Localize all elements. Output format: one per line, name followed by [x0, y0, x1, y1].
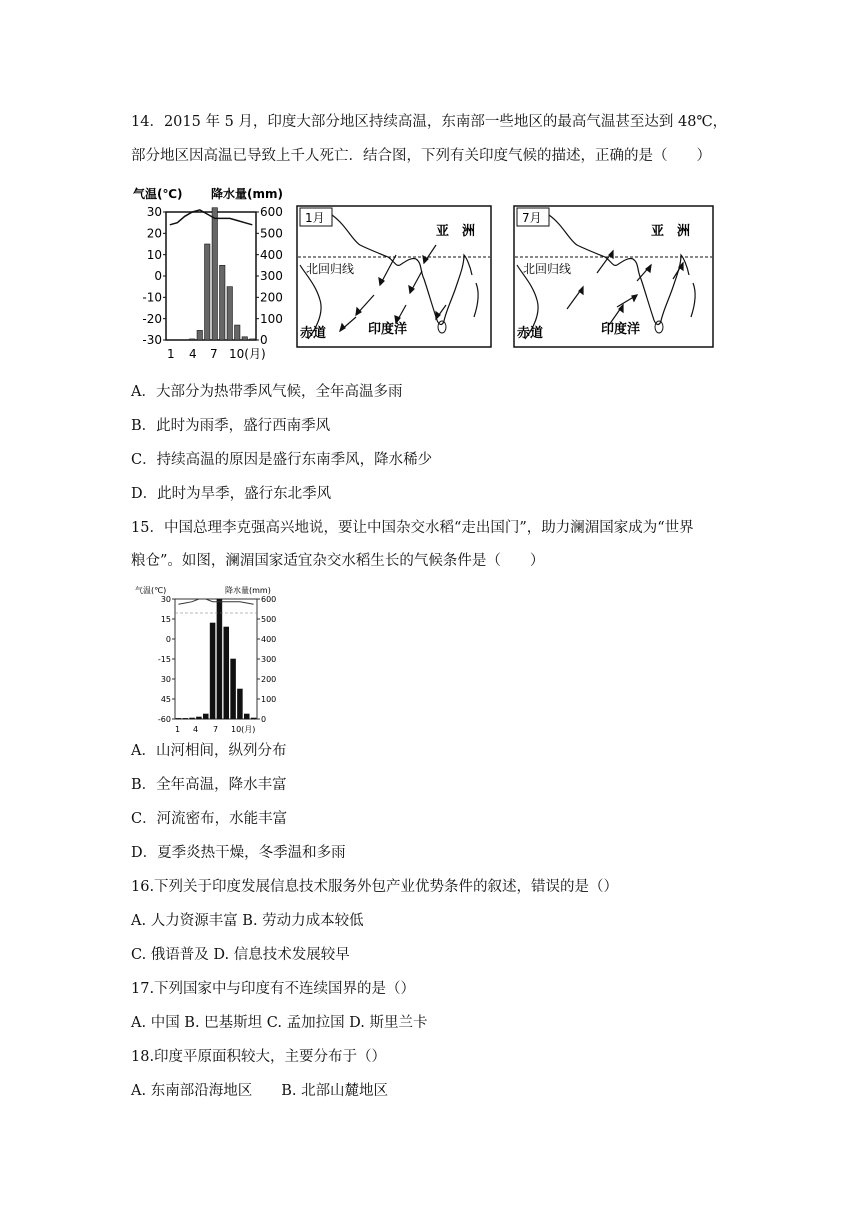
precip-bar-month-9	[227, 287, 232, 340]
temp-tick-label: -10	[142, 290, 162, 305]
precip-tick-label: 400	[261, 634, 277, 644]
chart1-x-tick-10: 10(月)	[229, 347, 266, 361]
map-jul-ocean: 印度洋	[601, 322, 641, 337]
precip-tick-label: 600	[260, 205, 283, 220]
precip-tick-label: 200	[261, 674, 277, 684]
map-jan-asia: 亚 洲	[436, 224, 476, 239]
chart1-x-tick-4: 4	[189, 347, 197, 361]
temp-tick-label: -20	[142, 311, 162, 326]
chart1-frame	[166, 212, 256, 340]
chart1-precip-label: 降水量(mm)	[211, 187, 283, 201]
q17-options-line1: A. 中国 B. 巴基斯坦 C. 孟加拉国 D. 斯里兰卡	[131, 1015, 428, 1031]
q18-stem: 18.印度平原面积较大，主要分布于（）	[131, 1049, 387, 1065]
q14-option-c: C．持续高温的原因是盛行东南季风，降水稀少	[131, 452, 433, 468]
precip-bar-month-8	[224, 627, 229, 719]
precip-tick-label: 400	[260, 247, 283, 262]
q15-stem-line1: 15．中国总理李克强高兴地说，要让中国杂交水稻“走出国门”，助力澜湄国家成为“世界	[131, 520, 694, 536]
q18-options-line1: A. 东南部沿海地区 B. 北部山麓地区	[131, 1083, 389, 1099]
precip-bar-month-11	[242, 337, 247, 340]
precip-bar-month-4	[196, 717, 201, 719]
q15-option-d: D．夏季炎热干燥，冬季温和多雨	[131, 845, 346, 861]
precip-tick-label: 100	[261, 694, 277, 704]
q14-option-d: D．此时为旱季，盛行东北季风	[131, 486, 332, 502]
precip-tick-label: 0	[261, 714, 267, 724]
chart1-x-tick-7: 7	[210, 347, 218, 361]
precip-bar-month-9	[231, 659, 236, 719]
q14-stem-line2: 部分地区因高温已导致上千人死亡．结合图，下列有关印度气候的描述，正确的是（ ）	[131, 148, 711, 164]
precip-tick-label: 0	[260, 333, 268, 348]
precip-bar-month-3	[190, 718, 195, 719]
precip-tick-label: 200	[260, 290, 283, 305]
precip-bar-month-8	[220, 265, 225, 340]
temp-tick-label: 10	[146, 247, 162, 262]
chart2-temp-line	[178, 599, 253, 604]
precip-bar-month-11	[244, 714, 249, 719]
chart1-x-tick-1: 1	[167, 347, 175, 361]
chart2-frame	[175, 599, 257, 719]
temp-tick-label: 20	[146, 226, 162, 241]
precip-bar-month-7	[217, 599, 222, 719]
chart2-temp-label: 气温(℃)	[135, 586, 167, 595]
q14-map-july	[513, 205, 714, 348]
q15-option-b: B．全年高温，降水丰富	[131, 777, 287, 793]
precip-bar-month-6	[205, 244, 210, 340]
precip-bar-month-7	[212, 208, 217, 340]
precip-bar-month-5	[197, 330, 202, 340]
map-jul-tag: 7月	[522, 211, 542, 225]
temp-tick-label: 45	[160, 694, 171, 704]
precip-bar-month-4	[190, 339, 195, 340]
temp-tick-label: -15	[157, 654, 171, 664]
map-jan-tropic: 北回归线	[306, 262, 355, 276]
q14-climate-chart	[133, 184, 295, 362]
precip-tick-label: 300	[261, 654, 277, 664]
precip-bar-month-12	[251, 718, 256, 719]
q14-option-b: B．此时为雨季，盛行西南季风	[131, 418, 331, 434]
q16-options-line2: C. 俄语普及 D. 信息技术发展较早	[131, 947, 350, 963]
map-jan-ocean: 印度洋	[368, 322, 408, 337]
precip-tick-label: 300	[260, 269, 283, 284]
chart2-x-tick-4: 4	[193, 725, 199, 734]
temp-tick-label: 30	[160, 674, 171, 684]
q15-climate-chart	[135, 583, 277, 735]
temp-tick-label: -30	[142, 333, 162, 348]
q14-stem-line1: 14．2015 年 5 月，印度大部分地区持续高温，东南部一些地区的最高气温甚至达到 48℃，	[131, 114, 728, 130]
map-jul-asia: 亚 洲	[651, 224, 691, 239]
q15-stem-line2: 粮仓”。如图，澜湄国家适宜杂交水稻生长的气候条件是（ ）	[131, 553, 545, 569]
precip-bar-month-10	[235, 325, 240, 340]
chart2-x-tick-7: 7	[213, 725, 219, 734]
precip-tick-label: 100	[260, 311, 283, 326]
precip-tick-label: 500	[261, 614, 277, 624]
map-jan-equator: 赤道	[300, 326, 327, 341]
precip-bar-month-12	[250, 339, 255, 340]
precip-bar-month-6	[210, 623, 215, 719]
q15-option-a: A．山河相间，纵列分布	[131, 743, 287, 759]
q17-stem: 17.下列国家中与印度有不连续国界的是（）	[131, 981, 416, 997]
temp-tick-label: 30	[146, 205, 162, 220]
precip-bar-month-1	[176, 718, 181, 719]
precip-tick-label: 600	[261, 594, 277, 604]
chart1-temp-label: 气温(℃)	[133, 187, 183, 201]
chart2-x-tick-1: 1	[175, 725, 181, 734]
temp-tick-label: -60	[157, 714, 171, 724]
precip-bar-month-5	[203, 714, 208, 719]
chart2-precip-label: 降水量(mm)	[225, 586, 271, 595]
temp-tick-label: 0	[154, 269, 162, 284]
map-jan-tag: 1月	[305, 211, 325, 225]
q14-map-january	[296, 205, 492, 348]
precip-tick-label: 500	[260, 226, 283, 241]
precip-bar-month-10	[237, 689, 242, 719]
q16-options-line1: A. 人力资源丰富 B. 劳动力成本较低	[131, 913, 364, 929]
temp-tick-label: 0	[165, 634, 171, 644]
q14-option-a: A．大部分为热带季风气候，全年高温多雨	[131, 384, 403, 400]
temp-tick-label: 15	[160, 614, 171, 624]
chart2-x-tick-10: 10(月)	[231, 725, 256, 734]
q15-option-c: C．河流密布，水能丰富	[131, 811, 288, 827]
map-jul-equator: 赤道	[517, 326, 544, 341]
map-jul-tropic: 北回归线	[523, 262, 572, 276]
precip-bar-month-2	[183, 718, 188, 719]
q16-stem: 16.下列关于印度发展信息技术服务外包产业优势条件的叙述，错误的是（）	[131, 879, 619, 895]
temp-tick-label: 30	[160, 594, 171, 604]
